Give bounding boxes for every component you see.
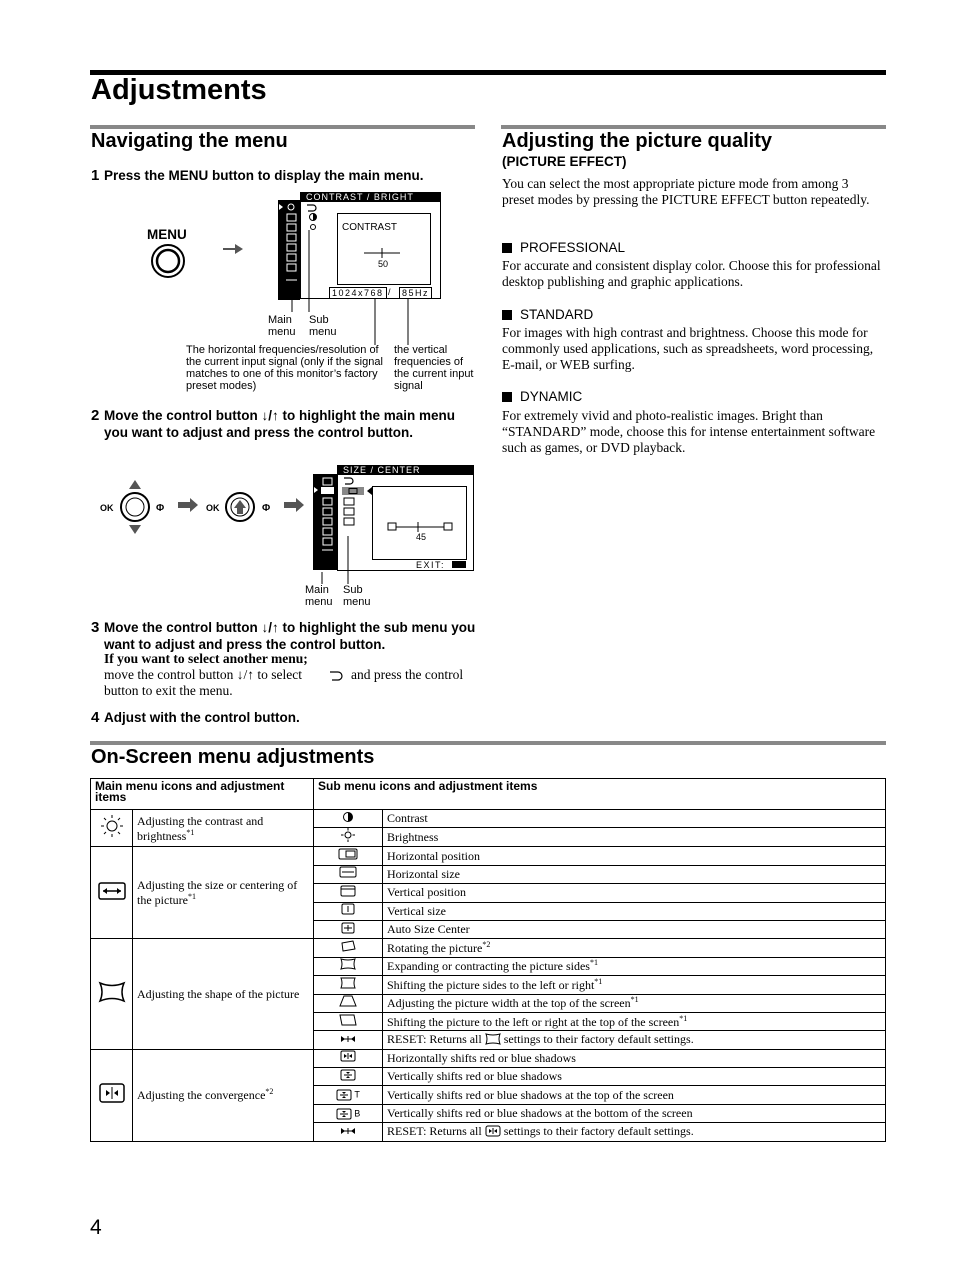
label-sub-menu: Sub menu <box>309 314 337 338</box>
mode-professional-text: For accurate and consistent display color. Choose this for professional desktop publishing and graphic applications. <box>502 258 881 289</box>
mode-dynamic-name: DYNAMIC <box>520 389 583 404</box>
picture-subheading: (PICTURE EFFECT) <box>502 154 627 169</box>
sub-item-text: Contrast <box>383 810 886 828</box>
osd1-separator: / <box>388 287 391 297</box>
sub-item <box>383 939 886 957</box>
sub-item-text: Shifting the picture sides to the left or right <box>387 977 595 992</box>
reset-icon <box>314 1123 383 1141</box>
pincushion-icon <box>314 957 383 975</box>
step3-note-title: If you want to select another menu; <box>104 651 308 666</box>
mode-dynamic-text: For extremely vivid and photo-realistic images. Bright than “STANDARD” mode, choose this for intense entertainment software such as games, or DVD playback. <box>502 408 876 455</box>
osd2-value: 45 <box>416 532 427 542</box>
sub-item <box>383 1012 886 1030</box>
main-item-text: Adjusting the convergence <box>137 1088 266 1103</box>
footnote-mark: *1 <box>594 976 603 986</box>
h-convergence-icon <box>314 1049 383 1067</box>
col-main-header: Main menu icons and adjustment items <box>91 779 314 810</box>
control-button-diagram <box>98 478 308 536</box>
sub-item-text: RESET: Returns all <box>387 1032 482 1047</box>
convergence-icon <box>485 1125 501 1137</box>
mode-standard-name: STANDARD <box>520 307 594 322</box>
convergence-icon <box>91 1049 133 1141</box>
svg-text:OK: OK <box>206 503 220 513</box>
label-main-menu: Main menu <box>268 314 296 338</box>
h-position-icon <box>314 847 383 865</box>
osd2-header: SIZE / CENTER <box>337 465 474 475</box>
sub-item-text: Horizontal size <box>383 865 886 883</box>
callout-lines-2 <box>320 536 360 586</box>
bullet-square-icon <box>502 392 512 402</box>
bullet-square-icon <box>502 243 512 253</box>
osd1-header: CONTRAST / BRIGHT <box>300 192 441 202</box>
osd1-value: 50 <box>378 259 389 269</box>
mode-standard-text: For images with high contrast and brightness. Choose this mode for commonly used applications, such as spreadsheets, word processing, E-mail, or WEB surfing. <box>502 325 874 372</box>
section-rule <box>90 125 475 129</box>
sub-item-text: Rotating the picture <box>387 941 483 956</box>
reset-icon <box>314 1031 383 1049</box>
sub-item-text: Auto Size Center <box>383 920 886 938</box>
v-convergence-icon <box>314 1068 383 1086</box>
contrast-icon <box>314 810 383 828</box>
sub-item-text: Vertically shifts red or blue shadows <box>383 1068 886 1086</box>
step2-number: 2 <box>91 407 100 424</box>
sub-item-text: Vertical position <box>383 884 886 902</box>
sub-item-text: settings to their factory default settings. <box>503 1124 694 1139</box>
sub-item <box>383 1031 886 1049</box>
table-row <box>91 847 886 865</box>
sub-item <box>383 976 886 994</box>
osd2-exit-label: EXIT: <box>416 560 446 570</box>
sub-item-text: Vertical size <box>383 902 886 920</box>
rotate-icon <box>314 939 383 957</box>
nav-heading: Navigating the menu <box>91 130 288 152</box>
picture-intro: You can select the most appropriate picture mode from among 3 preset modes by pressing the PICTURE EFFECT button repeatedly. <box>502 176 870 207</box>
geometry-icon <box>91 939 133 1049</box>
main-item-text: Adjusting the size or centering of the picture <box>137 878 298 908</box>
label-main-menu-2: Main menu <box>305 584 333 608</box>
main-item-text: Adjusting the shape of the picture <box>137 986 300 1001</box>
v-convergence-bottom-icon <box>314 1104 383 1122</box>
h-size-icon <box>314 865 383 883</box>
v-convergence-top-icon <box>314 1086 383 1104</box>
menu-button[interactable] <box>150 243 186 279</box>
step1-number: 1 <box>91 167 100 184</box>
mode-professional-name: PROFESSIONAL <box>520 240 626 255</box>
step3-note-part1: move the control button ↓/↑ to select <box>104 667 302 682</box>
footnote-mark: *1 <box>186 827 195 837</box>
sub-item-text: RESET: Returns all <box>387 1124 482 1139</box>
osd1-contrast-label: CONTRAST <box>342 222 397 233</box>
label-sub-menu-2: Sub menu <box>343 584 371 608</box>
svg-text:Φ: Φ <box>262 503 271 514</box>
osd2-sub-icons <box>340 476 374 536</box>
footnote-mark: *1 <box>630 995 639 1005</box>
col-sub-header: Sub menu icons and adjustment items <box>314 779 886 810</box>
section-rule <box>90 741 886 745</box>
osd1-resolution: 1024x768 <box>329 287 387 299</box>
note-horizontal-freq: The horizontal frequencies/resolution of the current input signal (only if the signal matches to one of this monitor’s factory preset modes) <box>186 344 383 392</box>
sub-item-text: Adjusting the picture width at the top of the screen <box>387 996 631 1011</box>
osd1-frequency: 85Hz <box>399 287 432 299</box>
sub-item <box>383 957 886 975</box>
note-vertical-freq: the vertical frequencies of the current input signal <box>394 344 474 392</box>
size-center-icon <box>91 847 133 939</box>
osm-table <box>90 778 886 1142</box>
main-item <box>133 847 314 939</box>
svg-text:OK: OK <box>100 503 114 513</box>
auto-size-icon <box>314 920 383 938</box>
table-row <box>91 939 886 957</box>
sub-item-text: Brightness <box>383 828 886 847</box>
picture-heading: Adjusting the picture quality <box>502 130 773 152</box>
footnote-mark: *1 <box>679 1013 688 1023</box>
arrow-right-icon <box>222 242 244 256</box>
footnote-mark: *1 <box>187 892 196 902</box>
sub-item-text: Vertically shifts red or blue shadows at the bottom of the screen <box>383 1104 886 1122</box>
step1-text: Press the MENU button to display the main menu. <box>104 168 424 183</box>
osm-heading: On-Screen menu adjustments <box>91 746 375 768</box>
main-item-text: Adjusting the contrast and brightness <box>137 813 264 843</box>
page-title: Adjustments <box>91 74 267 106</box>
step3-number: 3 <box>91 619 100 636</box>
menu-key-icon <box>452 561 466 568</box>
sub-item <box>383 1123 886 1141</box>
svg-text:Φ: Φ <box>156 503 165 514</box>
sub-item-text: Expanding or contracting the picture sides <box>387 959 590 974</box>
v-position-icon <box>314 884 383 902</box>
parallelogram-icon <box>314 1012 383 1030</box>
brightness-icon <box>91 810 133 847</box>
sub-item-text: Shifting the picture to the left or right at the top of the screen <box>387 1014 680 1029</box>
step3-text: Move the control button ↓/↑ to highlight the sub menu you want to adjust and press the control button. <box>104 620 476 652</box>
main-item <box>133 810 314 847</box>
callout-lines <box>280 210 420 350</box>
section-rule <box>501 125 886 129</box>
step4-text: Adjust with the control button. <box>104 710 300 725</box>
main-item <box>133 1049 314 1141</box>
pin-balance-icon <box>314 976 383 994</box>
table-header-row <box>91 779 886 810</box>
v-size-icon <box>314 902 383 920</box>
sub-item-text: Horizontal position <box>383 847 886 865</box>
menu-button-icon <box>150 243 186 279</box>
top-suffix: T <box>354 1089 360 1100</box>
table-row <box>91 1049 886 1067</box>
sub-item-text: Horizontally shifts red or blue shadows <box>383 1049 886 1067</box>
bottom-suffix: B <box>354 1107 361 1118</box>
footnote-mark: *1 <box>589 958 598 968</box>
main-item <box>133 939 314 1049</box>
table-row <box>91 810 886 828</box>
brightness-icon <box>314 828 383 847</box>
menu-button-label: MENU <box>147 227 187 242</box>
bullet-square-icon <box>502 310 512 320</box>
sub-item-text: Vertically shifts red or blue shadows at the top of the screen <box>383 1086 886 1104</box>
footnote-mark: *2 <box>482 940 491 950</box>
trapezoid-icon <box>314 994 383 1012</box>
footnote-mark: *2 <box>265 1087 274 1097</box>
page-number: 4 <box>90 1216 102 1239</box>
step3-note-part2: and press the control button to exit the menu. <box>104 667 464 698</box>
step4-number: 4 <box>91 709 100 726</box>
geometry-icon <box>485 1033 501 1045</box>
step2-text: Move the control button ↓/↑ to highlight the main menu you want to adjust and press the control button. <box>104 408 455 440</box>
sub-item-text: settings to their factory default settings. <box>503 1032 694 1047</box>
sub-item <box>383 994 886 1012</box>
